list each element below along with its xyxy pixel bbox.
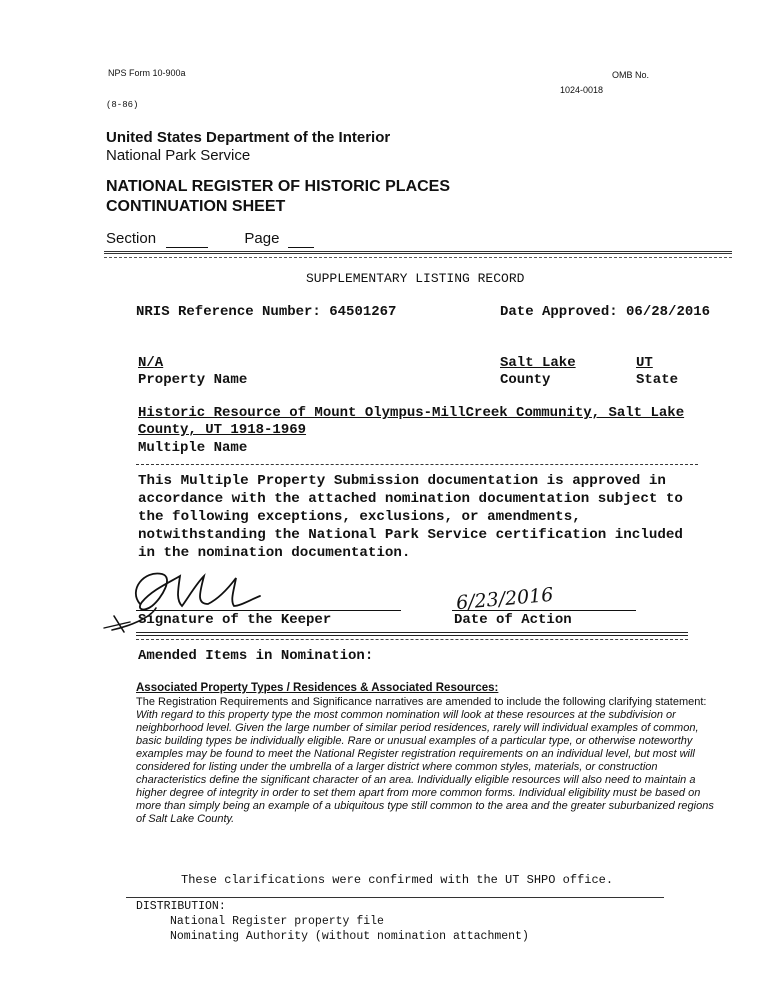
form-number: NPS Form 10-900a [108, 68, 186, 78]
date-approved-label: Date Approved: [500, 304, 618, 320]
form-revision: (8-86) [106, 100, 139, 110]
distribution-label: DISTRIBUTION: [136, 900, 226, 913]
state-value: UT [636, 355, 653, 371]
county-label: County [500, 372, 551, 388]
date-line [452, 610, 636, 611]
header-rule-dashes [104, 257, 732, 258]
amendment-body [136, 696, 726, 826]
state-label: State [636, 372, 679, 388]
section-blank [166, 230, 208, 248]
continuation-sheet-title: CONTINUATION SHEET [106, 198, 286, 215]
multiple-name-label: Multiple Name [138, 440, 248, 456]
page-blank [288, 230, 314, 248]
property-name-value: N/A [138, 355, 164, 371]
handwritten-action-date: 6/23/2016 [455, 583, 555, 615]
signature-label: Signature of the Keeper [138, 612, 332, 628]
approval-statement: This Multiple Property Submission documentation is approved in accordance with the attached nomination documentation subject to the following exceptions, exclusions, or amendments, notwithstanding the National Park Service certification included in the nomination documentation. [138, 473, 683, 561]
department-name: United States Department of the Interior [106, 129, 391, 146]
amendment-intro: The Registration Requirements and Significance narratives are amended to include the following clarifying statement: [136, 696, 707, 708]
nris-label: NRIS Reference Number: [136, 304, 321, 320]
register-title: NATIONAL REGISTER OF HISTORIC PLACES [106, 178, 451, 195]
multiple-name-value-line2: County, UT 1918-1969 [138, 422, 307, 438]
keeper-signature [100, 560, 290, 640]
amendment-statement: With regard to this property type the most common nomination will look at these resources at the subdivision or neighborhood level. Given the large number of similar period residences, rarely will individual examples of common, basic building types be individually eligible. Rare or unusual examples of a particular type, or otherwise noteworthy examples may be found to meet the National Register registration requirements on an individual level, but most will considered for listing under the umbrella of a larger district where common styles, materials, or construction characteristics define the significant character of an area. Individually eligible resources will also need to maintain a higher degree of integrity in order to set them apart from more common forms. Individual eligibility must be based on more than simply being an example of a ubiquitous type still common to the area and the greater suburbanized regions of Salt Lake County. [136, 709, 714, 825]
date-of-action-label: Date of Action [454, 612, 572, 628]
confirmation-note: These clarifications were confirmed with the UT SHPO office. [181, 873, 614, 887]
record-heading: SUPPLEMENTARY LISTING RECORD [306, 271, 525, 286]
amendment-heading: Associated Property Types / Residences & Associated Resources: [136, 682, 499, 694]
agency-name: National Park Service [106, 147, 251, 164]
double-rule [136, 632, 688, 636]
date-approved-value: 06/28/2016 [626, 304, 711, 320]
omb-label: OMB No. [612, 70, 650, 80]
dashed-separator [136, 464, 698, 465]
multiple-name-value-line1: Historic Resource of Mount Olympus-MillCreek Community, Salt Lake [138, 405, 685, 421]
nris-value: 64501267 [329, 304, 397, 320]
double-rule-dashes [136, 639, 688, 640]
header-rule [104, 251, 732, 254]
omb-number: 1024-0018 [560, 85, 604, 95]
section-label: Section [106, 230, 157, 247]
signature-line [136, 610, 401, 611]
property-name-label: Property Name [138, 372, 248, 388]
section-page-row [106, 230, 314, 248]
amended-items-heading: Amended Items in Nomination: [138, 648, 374, 664]
date-approved [500, 304, 710, 320]
page-label: Page [244, 230, 280, 247]
distribution-item: National Register property file [170, 915, 384, 928]
distribution-rule [126, 897, 664, 898]
distribution-item: Nominating Authority (without nomination attachment) [170, 930, 529, 943]
county-value: Salt Lake [500, 355, 576, 371]
nris-reference [136, 304, 396, 320]
